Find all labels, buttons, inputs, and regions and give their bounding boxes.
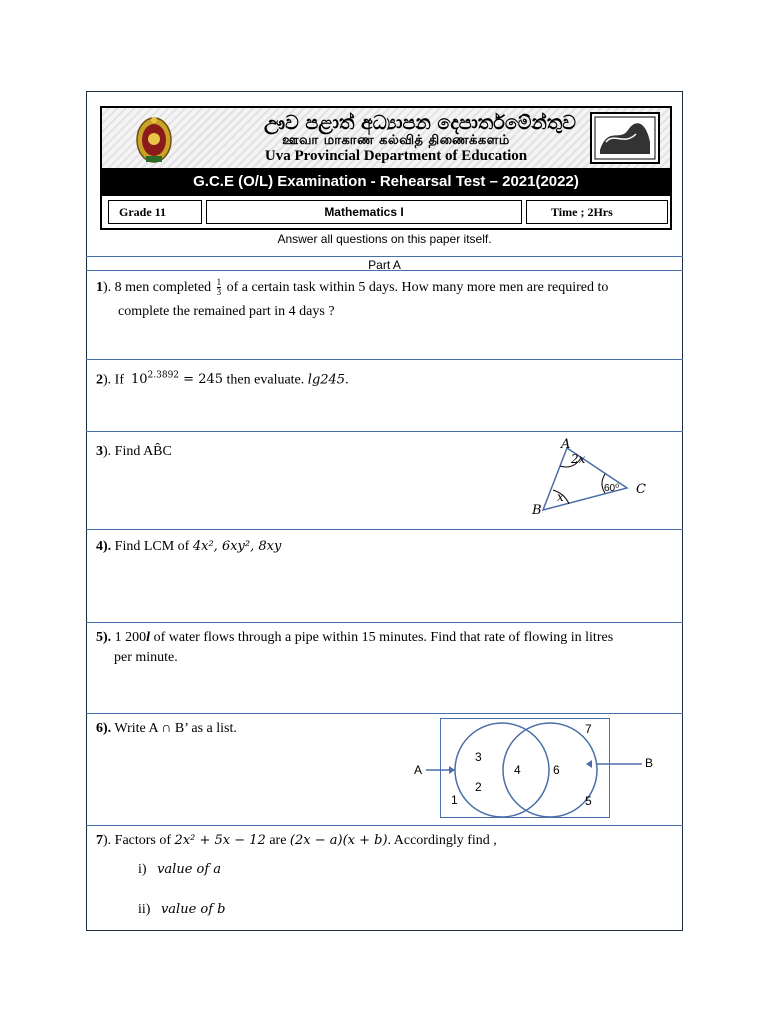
question-text: then evaluate. xyxy=(223,372,305,388)
question-number: 6). xyxy=(96,721,112,736)
set-label-b: B xyxy=(645,756,654,770)
sub-question-label: i) xyxy=(138,862,147,877)
divider xyxy=(86,529,683,530)
divider xyxy=(86,622,683,623)
unit-symbol: l xyxy=(146,630,151,645)
question-text: are xyxy=(265,833,290,848)
divider xyxy=(86,270,683,271)
question-5 xyxy=(96,628,676,668)
sub-question-label: ii) xyxy=(138,902,151,917)
venn-region-value: 2 xyxy=(475,780,482,794)
divider xyxy=(86,431,683,432)
exam-header xyxy=(100,106,672,230)
divider xyxy=(86,256,683,257)
department-title-english: Uva Provincial Department of Education xyxy=(264,148,528,164)
angle-label-b: x xyxy=(557,490,564,504)
question-6 xyxy=(96,719,237,739)
divider xyxy=(86,713,683,714)
question-text: 1 200 xyxy=(111,630,147,645)
question-text: of water flows through a pipe within 15 minutes. Find that rate of flowing in litres xyxy=(150,630,614,645)
question-1 xyxy=(96,278,676,322)
venn-region-value: 4 xyxy=(514,763,521,777)
question-text-line2: complete the remained part in 4 days ? xyxy=(118,304,335,319)
part-label: Part A xyxy=(368,258,401,272)
question-text: of a certain task within 5 days. How many more men are required to xyxy=(226,280,609,295)
vertex-label-c: C xyxy=(636,482,646,497)
subject-cell: Mathematics I xyxy=(206,200,522,224)
angle-label-c: 60⁰ xyxy=(604,483,620,494)
divider xyxy=(86,359,683,360)
question-number: 7 xyxy=(96,833,103,848)
venn-region-value: 7 xyxy=(585,722,592,736)
question-text: Find LCM of xyxy=(111,539,193,554)
question-text: ). Factors of xyxy=(103,833,175,848)
question-3 xyxy=(96,442,172,462)
math-expression: (2x − a)(x + b) xyxy=(289,833,388,848)
sub-question-i xyxy=(138,860,221,880)
grade-cell: Grade 11 xyxy=(108,200,202,224)
question-text: ). Find AB̂C xyxy=(103,444,172,459)
department-title-tamil: ஊவா மாகாண கல்வித் திணைக்களம் xyxy=(282,133,510,148)
instruction-text: Answer all questions on this paper itself. xyxy=(277,232,492,246)
sub-question-text: value of a xyxy=(157,862,222,877)
exam-title-bar: G.C.E (O/L) Examination - Rehearsal Test – 2021(2022) xyxy=(102,168,670,196)
question-text-line2: per minute. xyxy=(114,650,178,665)
math-expression: lg245 xyxy=(307,372,346,388)
fraction: $\frac{1}{3}$ xyxy=(216,277,222,298)
question-7 xyxy=(96,831,676,851)
math-expression: 2x² + 5x − 12 xyxy=(174,833,266,848)
divider xyxy=(86,825,683,826)
question-number: 3 xyxy=(96,444,103,459)
vertex-label-a: A xyxy=(561,437,571,452)
sub-question-ii xyxy=(138,900,226,920)
set-label-a: A xyxy=(414,763,423,777)
math-expression: $10^{2.3892} = 245$ xyxy=(131,371,224,388)
vertex-label-b: B xyxy=(532,503,542,518)
question-text: . Accordingly find , xyxy=(387,833,497,848)
venn-region-value: 6 xyxy=(553,763,560,777)
sub-question-text: value of b xyxy=(160,902,226,917)
time-cell: Time ; 2Hrs xyxy=(526,200,668,224)
department-title-sinhala: ඌව පළාත් අධ්‍යාපන දෙපාර්තමේන්තුව xyxy=(264,112,576,134)
angle-label-a: 2x xyxy=(571,452,586,466)
question-text: ). 8 men completed xyxy=(103,280,212,295)
question-number: 4). xyxy=(96,539,112,554)
department-logo-icon xyxy=(590,112,660,164)
question-number: 2 xyxy=(96,372,103,388)
math-expression: 4x², 6xy², 8xy xyxy=(192,539,282,554)
venn-region-value: 5 xyxy=(585,794,592,808)
question-text: Write A ∩ B’ as a list. xyxy=(111,721,237,736)
triangle-diagram xyxy=(525,434,655,520)
venn-circle-a xyxy=(455,723,549,817)
question-4 xyxy=(96,537,281,557)
question-number: 5). xyxy=(96,630,112,645)
venn-diagram xyxy=(400,718,670,818)
question-number: 1 xyxy=(96,280,103,295)
venn-region-value: 3 xyxy=(475,750,482,764)
venn-region-value: 1 xyxy=(451,793,458,807)
question-text: ). If xyxy=(103,372,124,388)
question-2: 2). If $10^{2.3892} = 245$ then evaluate. lg245. xyxy=(96,371,349,388)
